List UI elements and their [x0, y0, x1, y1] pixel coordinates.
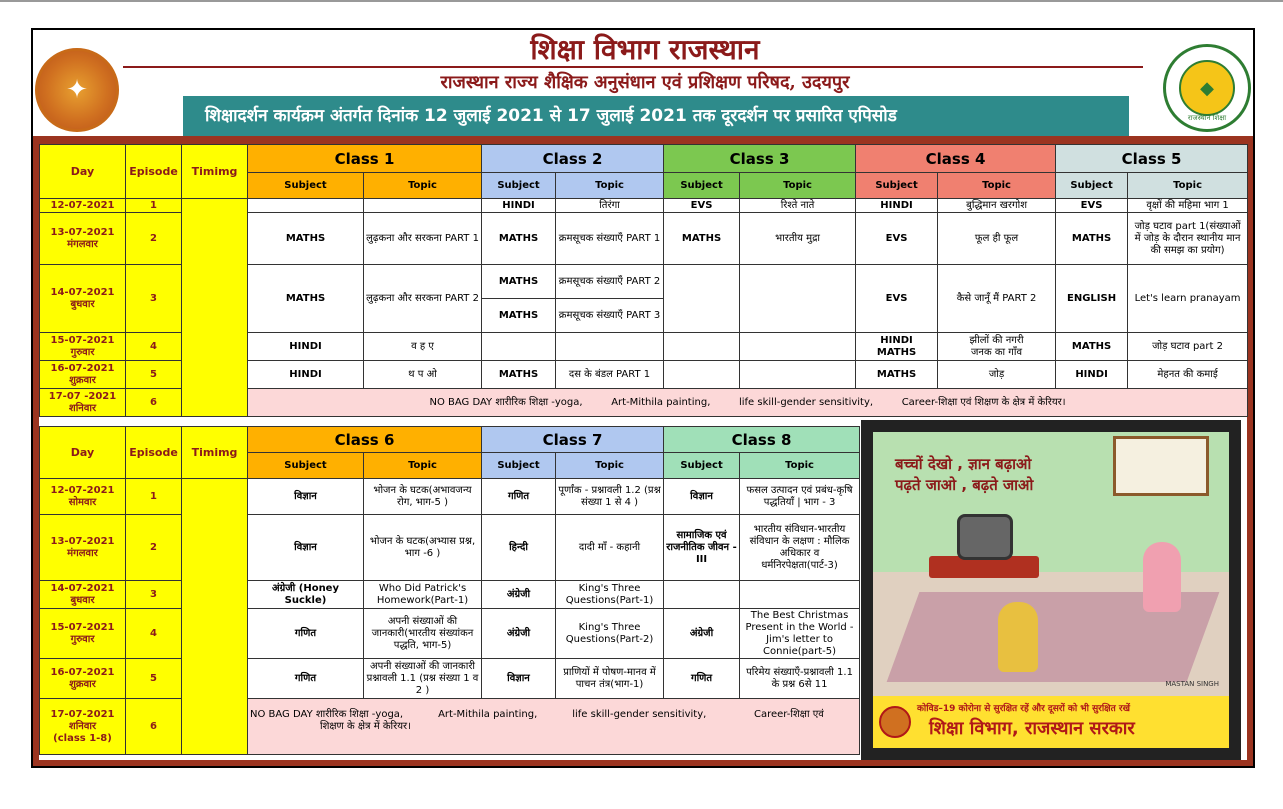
subject-cell: MATHS — [856, 361, 938, 389]
episode-cell: 5 — [126, 659, 182, 699]
day-date: 13-07-2021 — [50, 226, 115, 238]
col-episode: Episode — [126, 427, 182, 479]
awareness-poster — [861, 420, 1241, 760]
timing-cell — [182, 479, 248, 755]
topic-cell: क्रमसूचक संख्याएँ PART 3 — [556, 299, 664, 333]
day-date: 13-07-2021 — [50, 535, 115, 547]
subject-cell: EVS — [856, 213, 938, 265]
topic-cell — [556, 333, 664, 361]
child-figure-icon — [998, 602, 1038, 672]
topic-cell: जोड़ घटाव part 1(संख्याओं में जोड़ के दौरान स्थानीय मान की समझ का प्रयोग) — [1128, 213, 1248, 265]
subject-cell: MATHS — [482, 361, 556, 389]
day-weekday: मंगलवार — [67, 238, 98, 250]
subject-cell: गणित — [482, 479, 556, 515]
subject-header: Subject — [856, 173, 938, 199]
table-row — [40, 199, 1248, 213]
subject-header: Subject — [482, 453, 556, 479]
subject-cell: HINDI — [248, 333, 364, 361]
subject-cell: HINDI — [248, 361, 364, 389]
map-icon: ◆ — [1179, 60, 1235, 116]
page-title: शिक्षा विभाग राजस्थान — [530, 33, 760, 66]
topic-cell: जोड़ घटाव part 2 — [1128, 333, 1248, 361]
topic-cell — [740, 265, 856, 333]
subject-cell: EVS — [856, 265, 938, 333]
day-date: 17-07 -2021 — [48, 390, 117, 402]
subject-cell: विज्ञान — [664, 479, 740, 515]
subject-cell — [664, 581, 740, 609]
day-cell — [40, 389, 126, 417]
subject-cell: HINDI — [482, 199, 556, 213]
class-3-header: Class 3 — [664, 145, 856, 173]
tables-area — [33, 144, 1253, 766]
subject-cell: EVS — [664, 199, 740, 213]
topic-header: Topic — [364, 173, 482, 199]
topic-cell: लुढ़कना और सरकना PART 2 — [364, 265, 482, 333]
subject-header: Subject — [482, 173, 556, 199]
topic-cell: भोजन के घटक(अभ्यास प्रश्न, भाग -6 ) — [364, 515, 482, 581]
table-row — [40, 609, 860, 659]
subject-cell: अंग्रेजी — [664, 609, 740, 659]
col-day: Day — [40, 145, 126, 199]
nobag-part: NO BAG DAY शारीरिक शिक्षा -yoga, — [250, 709, 404, 720]
episode-cell: 4 — [126, 333, 182, 361]
topic-cell: भारतीय संविधान-भारतीय संविधान के लक्षण : मौलिक अधिकार व धर्मनिरपेक्षता(पार्ट-3) — [740, 515, 860, 581]
topic-b: जनक का गाँव — [971, 346, 1023, 358]
topic-cell: King's Three Questions(Part-1) — [556, 581, 664, 609]
subject-cell: अंग्रेजी — [482, 609, 556, 659]
topic-cell: व ह ए — [364, 333, 482, 361]
topic-cell — [938, 333, 1056, 361]
subject-cell: विज्ञान — [248, 515, 364, 581]
class-4-header: Class 4 — [856, 145, 1056, 173]
topic-header: Topic — [364, 453, 482, 479]
class-2-header: Class 2 — [482, 145, 664, 173]
topic-cell: रिश्ते नाते — [740, 199, 856, 213]
table-row — [40, 479, 860, 515]
subject-b: MATHS — [876, 346, 917, 358]
subject-header: Subject — [248, 453, 364, 479]
day-weekday: सोमवार — [68, 496, 97, 508]
topic-cell: तिरंगा — [556, 199, 664, 213]
subject-cell: MATHS — [482, 213, 556, 265]
nobag-part: life skill-gender sensitivity, — [738, 396, 874, 408]
day-date: 15-07-2021 — [50, 621, 115, 633]
topic-cell: थ प ओ — [364, 361, 482, 389]
episode-cell: 6 — [126, 699, 182, 755]
topic-cell: कैसे जानूँ मैं PART 2 — [938, 265, 1056, 333]
day-date: 16-07-2021 — [50, 666, 115, 678]
rajasthan-emblem-left: ✦ — [35, 48, 119, 132]
topic-header: Topic — [1128, 173, 1248, 199]
day-date: 16-07-2021 — [50, 362, 115, 374]
col-episode: Episode — [126, 145, 182, 199]
subject-cell: गणित — [248, 659, 364, 699]
artist-signature: MASTAN SINGH — [1165, 680, 1219, 688]
day-cell — [40, 609, 126, 659]
logo-text: राजस्थान शिक्षा — [1187, 114, 1227, 122]
day-date: 15-07-2021 — [50, 334, 115, 346]
subject-cell: सामाजिक एवं राजनीतिक जीवन - III — [664, 515, 740, 581]
topic-cell: अपनी संख्याओं की जानकारी प्रश्नावली 1.1 (प्रश्न संख्या 1 व 2 ) — [364, 659, 482, 699]
nobag-part: NO BAG DAY शारीरिक शिक्षा -yoga, — [429, 396, 583, 408]
topic-cell: King's Three Questions(Part-2) — [556, 609, 664, 659]
subject-cell: MATHS — [482, 299, 556, 333]
topic-header: Topic — [740, 173, 856, 199]
subject-cell: गणित — [664, 659, 740, 699]
subject-cell: MATHS — [664, 213, 740, 265]
day-cell — [40, 479, 126, 515]
subject-cell — [856, 333, 938, 361]
day-weekday: बुधवार — [70, 298, 95, 310]
topic-cell: Who Did Patrick's Homework(Part-1) — [364, 581, 482, 609]
poster-banner — [873, 696, 1229, 748]
episode-cell: 1 — [126, 199, 182, 213]
nobag-part: Art-Mithila painting, — [438, 709, 538, 720]
episode-cell: 4 — [126, 609, 182, 659]
topic-cell: फूल ही फूल — [938, 213, 1056, 265]
topic-cell: फसल उत्पादन एवं प्रबंध-कृषि पद्धतियाँ | भाग - 3 — [740, 479, 860, 515]
topic-cell: क्रमसूचक संख्याएँ PART 2 — [556, 265, 664, 299]
poster-illustration — [873, 432, 1229, 748]
schedule-sheet — [31, 28, 1255, 768]
table-row — [40, 581, 860, 609]
subject-cell — [664, 333, 740, 361]
day-weekday: शुक्रवार — [69, 374, 96, 386]
day-cell — [40, 199, 126, 213]
topic-cell: जोड़ — [938, 361, 1056, 389]
day-weekday: गुरुवार — [70, 346, 95, 358]
rajasthan-seal-icon — [879, 706, 911, 738]
day-date: 14-07-2021 — [50, 286, 115, 298]
nobag-part: Career-शिक्षा एवं — [754, 709, 824, 720]
page-subtitle: राजस्थान राज्य शैक्षिक अनुसंधान एवं प्रशिक्षण परिषद, उदयपुर — [440, 72, 850, 93]
topic-cell: मेहनत की कमाई — [1128, 361, 1248, 389]
day-cell — [40, 213, 126, 265]
topic-cell: भोजन के घटक(अभावजन्य रोग, भाग-5 ) — [364, 479, 482, 515]
topic-cell: अपनी संख्याओं की जानकारी(भारतीय संख्यांकन पद्धति, भाग-5) — [364, 609, 482, 659]
subject-cell — [248, 199, 364, 213]
topic-cell — [740, 581, 860, 609]
subject-cell: गणित — [248, 609, 364, 659]
no-bag-day-row — [248, 699, 860, 755]
timing-cell — [182, 199, 248, 417]
subject-cell: MATHS — [248, 213, 364, 265]
day-cell — [40, 515, 126, 581]
topic-header: Topic — [556, 173, 664, 199]
subject-header: Subject — [1056, 173, 1128, 199]
class-7-header: Class 7 — [482, 427, 664, 453]
day-cell — [40, 699, 126, 755]
table-row — [40, 699, 860, 755]
subject-cell: MATHS — [248, 265, 364, 333]
day-cell — [40, 361, 126, 389]
top-rule — [0, 0, 1283, 2]
day-cell — [40, 659, 126, 699]
topic-cell: बुद्धिमान खरगोश — [938, 199, 1056, 213]
day-extra: (class 1-8) — [53, 732, 112, 744]
program-band: शिक्षादर्शन कार्यक्रम अंतर्गत दिनांक 12 जुलाई 2021 से 17 जुलाई 2021 तक दूरदर्शन पर प्रसारित एपिसोड — [183, 96, 1129, 136]
day-weekday: शुक्रवार — [69, 678, 96, 690]
subject-cell: MATHS — [482, 265, 556, 299]
subject-cell — [664, 361, 740, 389]
table-class-1-5 — [39, 144, 1248, 417]
table-row — [40, 515, 860, 581]
subject-cell: विज्ञान — [482, 659, 556, 699]
nobag-part: शिक्षण के क्षेत्र में केरियर। — [320, 721, 411, 732]
topic-cell: भारतीय मुद्रा — [740, 213, 856, 265]
topic-cell — [740, 333, 856, 361]
day-weekday: मंगलवार — [67, 547, 98, 559]
poster-line-2: पढ़ते जाओ , बढ़ते जाओ — [895, 476, 1034, 494]
topic-cell: Let's learn pranayam — [1128, 265, 1248, 333]
subject-cell — [482, 333, 556, 361]
nobag-part: Career-शिक्षा एवं शिक्षण के क्षेत्र में केरियर। — [901, 396, 1066, 408]
topic-cell: वृक्षों की महिमा भाग 1 — [1128, 199, 1248, 213]
topic-cell: दस के बंडल PART 1 — [556, 361, 664, 389]
table-row — [40, 659, 860, 699]
episode-cell: 3 — [126, 581, 182, 609]
subject-cell: हिन्दी — [482, 515, 556, 581]
rscert-logo-right — [1163, 44, 1251, 132]
day-cell — [40, 265, 126, 333]
topic-cell: लुढ़कना और सरकना PART 1 — [364, 213, 482, 265]
topic-cell: दादी माँ - कहानी — [556, 515, 664, 581]
col-day: Day — [40, 427, 126, 479]
episode-cell: 2 — [126, 213, 182, 265]
topic-header: Topic — [938, 173, 1056, 199]
title-rule — [123, 66, 1143, 68]
topic-cell: The Best Christmas Present in the World - Jim's letter to Connie(part-5) — [740, 609, 860, 659]
table-class-6-8 — [39, 426, 860, 755]
subject-header: Subject — [664, 453, 740, 479]
subject-a: HINDI — [880, 334, 913, 346]
subject-cell: अंग्रेजी — [482, 581, 556, 609]
class-5-header: Class 5 — [1056, 145, 1248, 173]
day-weekday: गुरुवार — [70, 633, 95, 645]
topic-cell: प्राणियों में पोषण-मानव में पाचन तंत्र(भाग-1) — [556, 659, 664, 699]
subject-cell: ENGLISH — [1056, 265, 1128, 333]
department-name: शिक्षा विभाग, राजस्थान सरकार — [929, 718, 1135, 739]
day-weekday: बुधवार — [70, 594, 95, 606]
episode-cell: 3 — [126, 265, 182, 333]
topic-cell — [740, 361, 856, 389]
topic-cell — [364, 199, 482, 213]
episode-cell: 2 — [126, 515, 182, 581]
day-date: 12-07-2021 — [50, 484, 115, 496]
topic-header: Topic — [740, 453, 860, 479]
class-6-header: Class 6 — [248, 427, 482, 453]
subject-cell: EVS — [1056, 199, 1128, 213]
covid-message: कोविड–19 कोरोना से सुरक्षित रहें और दूसरों को भी सुरक्षित रखें — [917, 704, 1130, 714]
episode-cell: 5 — [126, 361, 182, 389]
class-1-header: Class 1 — [248, 145, 482, 173]
day-date: 12-07-2021 — [50, 199, 115, 211]
no-bag-day-row — [248, 389, 1248, 417]
subject-cell: MATHS — [1056, 333, 1128, 361]
day-date: 17-07-2021 — [50, 708, 115, 720]
nobag-part: Art-Mithila painting, — [611, 396, 711, 408]
topic-cell: क्रमसूचक संख्याएँ PART 1 — [556, 213, 664, 265]
television-icon — [957, 514, 1013, 560]
class-8-header: Class 8 — [664, 427, 860, 453]
subject-cell: विज्ञान — [248, 479, 364, 515]
nobag-part: life skill-gender sensitivity, — [572, 709, 707, 720]
subject-cell: HINDI — [856, 199, 938, 213]
subject-cell: HINDI — [1056, 361, 1128, 389]
window-icon — [1113, 436, 1209, 496]
episode-cell: 6 — [126, 389, 182, 417]
col-timing: Timimg — [182, 145, 248, 199]
child-figure-icon — [1143, 542, 1181, 612]
topic-a: झीलों की नगरी — [969, 334, 1024, 346]
subject-cell — [664, 265, 740, 333]
topic-cell: पूर्णांक - प्रश्नावली 1.2 (प्रश्न संख्या 1 से 4 ) — [556, 479, 664, 515]
col-timing: Timimg — [182, 427, 248, 479]
day-weekday: शनिवार — [68, 402, 97, 414]
poster-slogan — [895, 454, 1033, 496]
day-cell — [40, 581, 126, 609]
subject-cell: अंग्रेजी (Honey Suckle) — [248, 581, 364, 609]
subject-header: Subject — [664, 173, 740, 199]
topic-cell: परिमेय संख्याएँ-प्रश्नावली 1.1 के प्रश्न 6से 11 — [740, 659, 860, 699]
header-bar — [33, 136, 1253, 144]
episode-cell: 1 — [126, 479, 182, 515]
day-date: 14-07-2021 — [50, 582, 115, 594]
day-cell — [40, 333, 126, 361]
topic-header: Topic — [556, 453, 664, 479]
poster-line-1: बच्चों देखो , ज्ञान बढ़ाओ — [895, 455, 1032, 473]
day-weekday: शनिवार — [68, 720, 97, 732]
subject-cell: MATHS — [1056, 213, 1128, 265]
subject-header: Subject — [248, 173, 364, 199]
